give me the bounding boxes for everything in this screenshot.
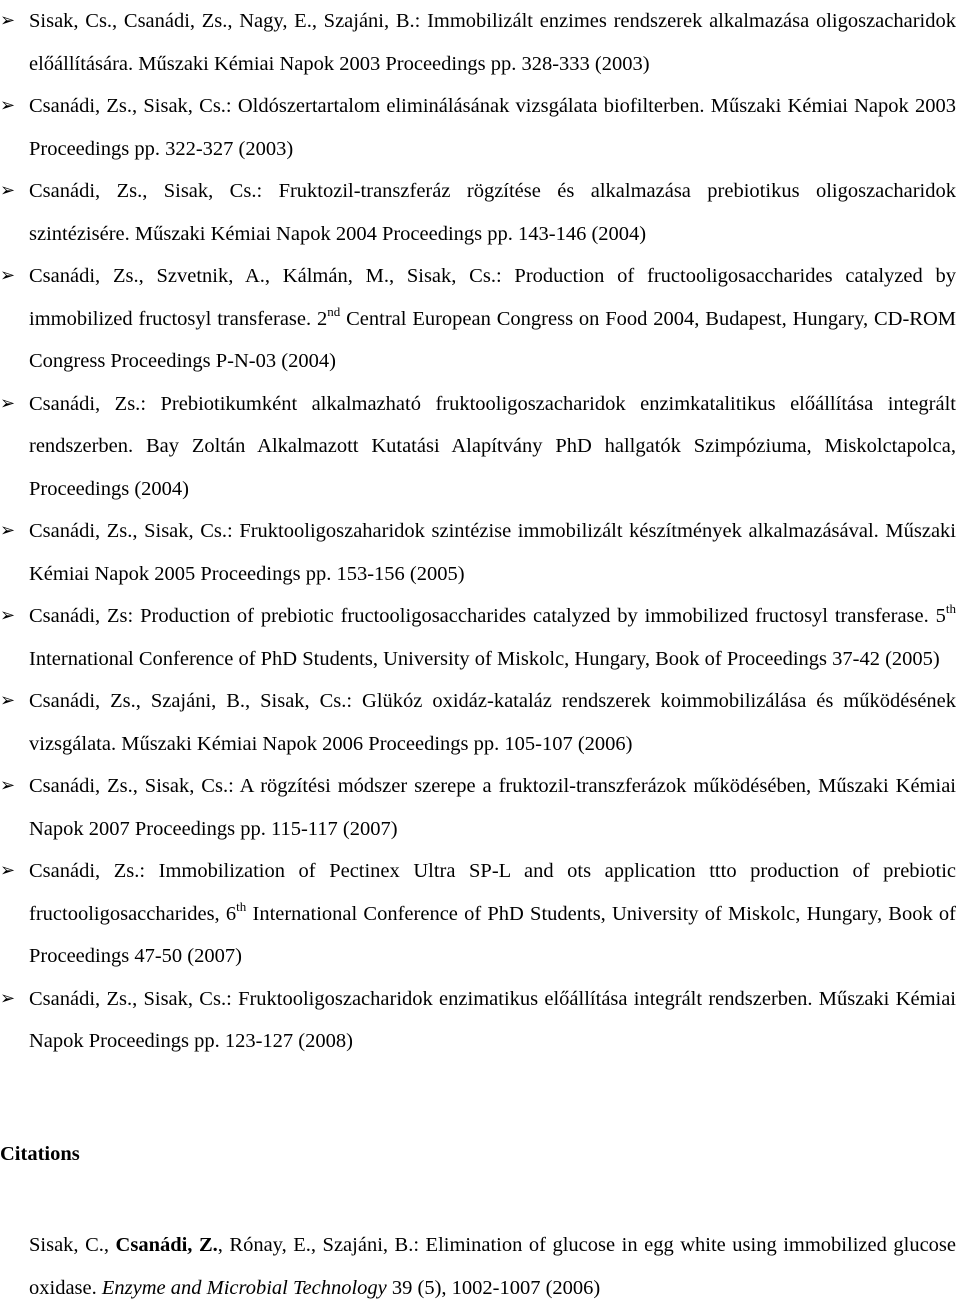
pub-text: : Production of prebiotic fructooligosaccharides catalyzed by immobilized fructosyl transferase. 5 bbox=[127, 605, 946, 627]
citation-title: : Elimination of glucose in egg white using immobilized glucose oxidase. bbox=[29, 1234, 956, 1299]
arrow-bullet-icon: ➢ bbox=[0, 775, 16, 796]
pub-text: : Fruktooligoszaharidok szintézise immobilizált készítmények alkalmazásával. Műszaki Kémiai Napok 2005 Proceedings pp. 153-156 (2005) bbox=[29, 520, 956, 585]
citation-entry bbox=[29, 1224, 956, 1309]
pub-text: : Fruktozil-transzferáz rögzítése és alkalmazása prebiotikus oligoszacharidok szintézisére. Műszaki Kémiai Napok 2004 Proceedings pp. 143-146 (2004) bbox=[29, 180, 956, 245]
pub-text: International Conference of PhD Students, University of Miskolc, Hungary, Book of Proceedings 37-42 (2005) bbox=[29, 647, 940, 670]
list-item bbox=[0, 595, 956, 680]
arrow-bullet-icon: ➢ bbox=[0, 860, 16, 881]
arrow-bullet-icon: ➢ bbox=[0, 520, 16, 541]
list-item bbox=[0, 510, 956, 595]
ordinal-suffix: nd bbox=[327, 303, 341, 319]
citation-authors: , Rónay, E., Szajáni, B. bbox=[217, 1234, 414, 1256]
arrow-bullet-icon: ➢ bbox=[0, 690, 16, 711]
ordinal-suffix: th bbox=[236, 898, 247, 914]
pub-authors: Csanádi, Zs., Sisak, Cs. bbox=[29, 180, 257, 202]
list-item bbox=[0, 765, 956, 850]
citation-journal: Enzyme and Microbial Technology bbox=[101, 1276, 387, 1299]
arrow-bullet-icon: ➢ bbox=[0, 265, 16, 286]
pub-text: : Fruktooligoszacharidok enzimatikus előállítása integrált rendszerben. Műszaki Kémiai Napok Proceedings pp. 123-127 (2008) bbox=[29, 987, 956, 1052]
pub-text: : Oldószertartalom eliminálásának vizsgálata biofilterben. Műszaki Kémiai Napok 2003 Proceedings pp. 322-327 (2003) bbox=[29, 95, 956, 160]
arrow-bullet-icon: ➢ bbox=[0, 95, 16, 116]
ordinal-suffix: th bbox=[945, 601, 956, 616]
pub-authors: Csanádi, Zs., Sisak, Cs. bbox=[29, 95, 226, 117]
list-item bbox=[0, 85, 956, 170]
list-item bbox=[0, 0, 956, 85]
citation-details: 39 (5), 1002-1007 (2006) bbox=[386, 1276, 601, 1299]
pub-authors: Csanádi, Zs., Szajáni, B., Sisak, Cs. bbox=[29, 690, 347, 712]
citations-heading: Citations bbox=[0, 1143, 80, 1165]
pub-authors: Csanádi, Zs., Sisak, Cs. bbox=[29, 775, 229, 797]
citation-author-highlight: Csanádi, Z. bbox=[115, 1234, 218, 1256]
list-item bbox=[0, 383, 956, 511]
arrow-bullet-icon: ➢ bbox=[0, 180, 16, 201]
list-item bbox=[0, 255, 956, 383]
pub-text: International Conference of PhD Students, University of Miskolc, Hungary, Book of Proceedings 47-50 (2007) bbox=[29, 902, 957, 967]
pub-authors: Csanádi, Zs., Szvetnik, A., Kálmán, M., Sisak, Cs. bbox=[29, 265, 496, 287]
pub-authors: Csanádi, Zs., Sisak, Cs. bbox=[29, 987, 227, 1010]
pub-text: : Immobilization of Pectinex Ultra SP-L and ots application ttto production of prebiotic fructooligosaccharides, 6 bbox=[29, 860, 956, 925]
pub-authors: Sisak, Cs., Csanádi, Zs., Nagy, E., Szajáni, B. bbox=[29, 10, 415, 32]
arrow-bullet-icon: ➢ bbox=[0, 10, 16, 31]
list-item bbox=[0, 978, 956, 1063]
pub-text: : A rögzítési módszer szerepe a fruktozil-transzferázok működésében, Műszaki Kémiai Napok 2007 Proceedings pp. 115-117 (2007) bbox=[29, 775, 956, 840]
list-item bbox=[0, 170, 956, 255]
pub-text: : Glükóz oxidáz-kataláz rendszerek koimmobilizálása és működésének vizsgálata. Műszaki Kémiai Napok 2006 Proceedings pp. 105-107 (2006) bbox=[29, 690, 956, 755]
arrow-bullet-icon: ➢ bbox=[0, 392, 16, 414]
pub-text: Central European Congress on Food 2004, Budapest, Hungary, CD-ROM Congress Proceedings P-N-03 (2004) bbox=[29, 307, 956, 372]
citation-authors: Sisak, C., bbox=[29, 1234, 116, 1256]
pub-text: : Immobilizált enzimes rendszerek alkalmazása oligoszacharidok előállítására. Műszaki Kémiai Napok 2003 Proceedings pp. 328-333 (2003) bbox=[29, 10, 956, 75]
list-item bbox=[0, 850, 956, 978]
arrow-bullet-icon: ➢ bbox=[0, 605, 16, 626]
arrow-bullet-icon: ➢ bbox=[0, 987, 16, 1009]
pub-text: : Prebiotikumként alkalmazható fruktooligoszacharidok enzimkatalitikus előállítása integrált rendszerben. Bay Zoltán Alkalmazott Kutatási Alapítvány PhD hallgatók Szimpóziuma, Miskolctapolca, Proceedings (2004) bbox=[29, 392, 957, 500]
list-item bbox=[0, 680, 956, 765]
pub-authors: Csanádi, Zs., Sisak, Cs. bbox=[29, 520, 228, 542]
pub-authors: Csanádi, Zs. bbox=[29, 860, 140, 882]
pub-authors: Csanádi, Zs bbox=[29, 605, 128, 627]
pub-text: : Production of fructooligosaccharides catalyzed by immobilized fructosyl transferase. 2 bbox=[29, 265, 957, 330]
pub-authors: Csanádi, Zs. bbox=[29, 392, 141, 415]
